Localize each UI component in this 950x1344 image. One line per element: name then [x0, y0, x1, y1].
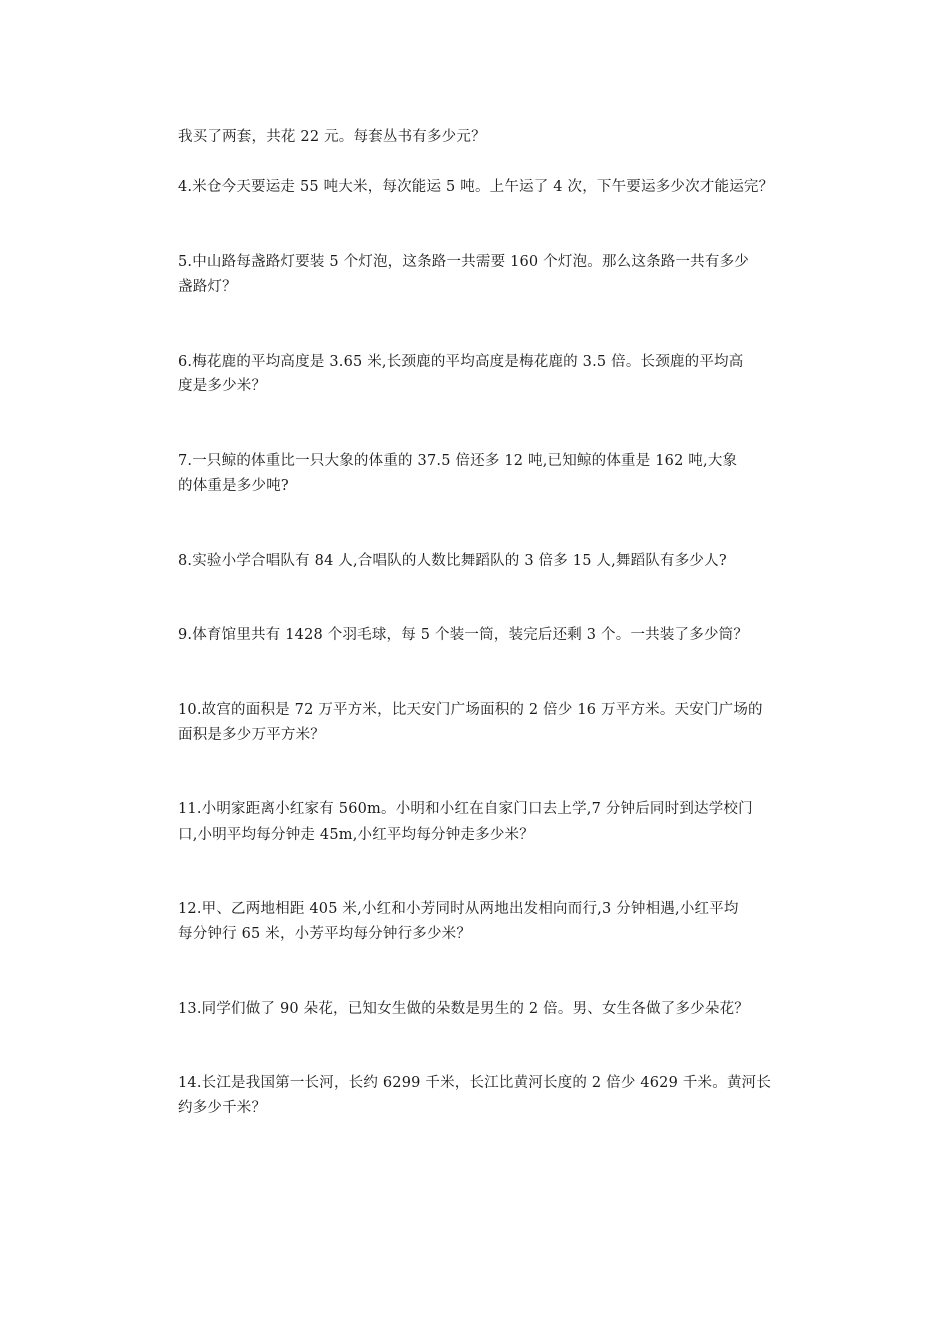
problem-13: 13.同学们做了 90 朵花，已知女生做的朵数是男生的 2 倍。男、女生各做了多少朵花？ [178, 1001, 749, 1017]
problem-4: 4.米仓今天要运走 55 吨大米，每次能运 5 吨。上午运了 4 次，下午要运多少次才能运完？ [178, 179, 774, 195]
problem-5-line-1: 5.中山路每盏路灯要装 5 个灯泡，这条路一共需要 160 个灯泡。那么这条路一共有多少 [178, 254, 749, 270]
problem-6-line-2: 度是多少米？ [178, 378, 267, 394]
problem-12-line-1: 12.甲、乙两地相距 405 米,小红和小芳同时从两地出发相向而行,3 分钟相遇,小红平均 [178, 901, 739, 917]
problem-10-line-1: 10.故宫的面积是 72 万平方米，比天安门广场面积的 2 倍少 16 万平方米。天安门广场的 [178, 702, 763, 718]
problem-5-line-2: 盏路灯？ [178, 279, 237, 295]
problem-14-line-2: 约多少千米？ [178, 1100, 267, 1116]
problem-11-line-1: 11.小明家距离小红家有 560m。小明和小红在自家门口去上学,7 分钟后同时到达学校门 [178, 801, 753, 817]
problem-11-line-2: 口,小明平均每分钟走 45m,小红平均每分钟走多少米？ [178, 827, 534, 843]
problem-8: 8.实验小学合唱队有 84 人,合唱队的人数比舞蹈队的 3 倍多 15 人,舞蹈队有多少人? [178, 553, 727, 569]
problem-10-line-2: 面积是多少万平方米？ [178, 727, 325, 743]
problem-3-continuation: 我买了两套，共花 22 元。每套丛书有多少元？ [178, 129, 486, 145]
problem-12-line-2: 每分钟行 65 米，小芳平均每分钟行多少米？ [178, 926, 472, 942]
problem-9: 9.体育馆里共有 1428 个羽毛球，每 5 个装一筒，装完后还剩 3 个。一共装了多少筒？ [178, 627, 749, 643]
problem-6-line-1: 6.梅花鹿的平均高度是 3.65 米,长颈鹿的平均高度是梅花鹿的 3.5 倍。长颈鹿的平均高 [178, 354, 744, 370]
problem-7-line-1: 7.一只鲸的体重比一只大象的体重的 37.5 倍还多 12 吨,已知鲸的体重是 162 吨,大象 [178, 453, 738, 469]
problem-14-line-1: 14.长江是我国第一长河，长约 6299 千米，长江比黄河长度的 2 倍少 4629 千米。黄河长 [178, 1075, 772, 1091]
problem-7-line-2: 的体重是多少吨? [178, 478, 289, 494]
